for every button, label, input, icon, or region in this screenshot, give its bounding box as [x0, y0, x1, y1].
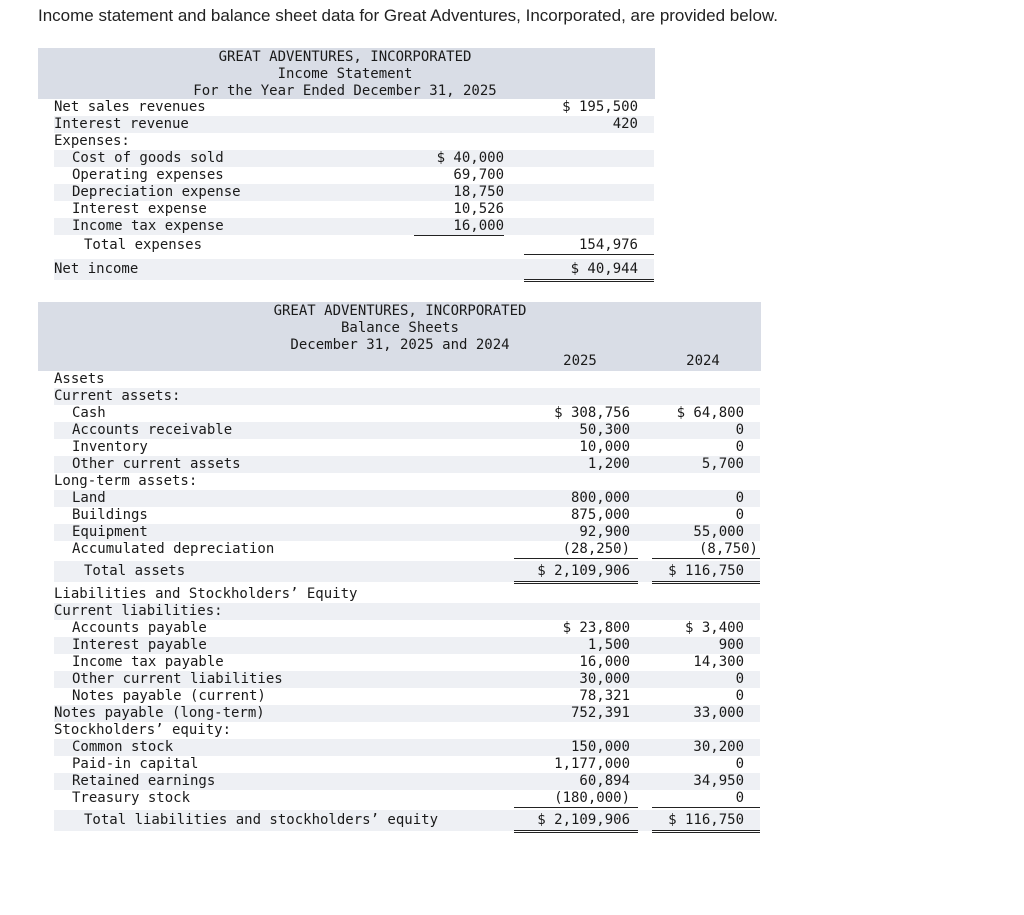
label: Other current assets: [72, 456, 241, 472]
value-2024: 14,300: [693, 654, 744, 670]
label: Current liabilities:: [54, 603, 223, 619]
label: Cost of goods sold: [72, 150, 224, 166]
value: 18,750: [453, 184, 504, 200]
value-2024: 900: [718, 637, 744, 653]
is-row-expense: [54, 218, 654, 235]
value-2025: 92,900: [579, 524, 630, 540]
is-row-expense: [54, 167, 654, 184]
bs-row-income-tax-payable: [54, 654, 760, 671]
bs-row-cash: [54, 405, 760, 422]
value-2025: 875,000: [570, 507, 630, 523]
is-period: For the Year Ended December 31, 2025: [193, 83, 497, 99]
value-2025: $ 308,756: [554, 405, 630, 421]
bs-row-accounts-receivable: [54, 422, 760, 439]
value-2025: (180,000): [514, 790, 638, 808]
label: Stockholders’ equity:: [54, 722, 232, 738]
value-2024: 0: [735, 671, 744, 687]
label: Expenses:: [54, 133, 130, 149]
value-2025: 16,000: [579, 654, 630, 670]
value-2025: $ 2,109,906: [514, 561, 638, 584]
value-2025: 1,200: [587, 456, 630, 472]
label: Long-term assets:: [54, 473, 198, 489]
value: 16,000: [414, 218, 504, 236]
label: Total assets: [84, 563, 186, 579]
value-2024: 0: [735, 439, 744, 455]
bs-row-inventory: [54, 439, 760, 456]
is-row-expense: [54, 184, 654, 201]
label: Interest revenue: [54, 116, 189, 132]
bs-row-notes-payable-current: [54, 688, 760, 705]
label: Interest payable: [72, 637, 207, 653]
value: $ 195,500: [562, 99, 638, 115]
value-2025: $ 2,109,906: [514, 810, 638, 833]
label: Accounts payable: [72, 620, 207, 636]
is-row-expenses-header: [54, 133, 654, 150]
value: $ 40,944: [524, 259, 654, 282]
bs-row-retained-earnings: [54, 773, 760, 790]
value-2025: 10,000: [579, 439, 630, 455]
label: Other current liabilities: [72, 671, 283, 687]
bs-row-accounts-payable: [54, 620, 760, 637]
label: Current assets:: [54, 388, 181, 404]
value-2025: 150,000: [570, 739, 630, 755]
intro-text: Income statement and balance sheet data for Great Adventures, Incorporated, are provided below.: [38, 6, 778, 25]
value-2025: $ 23,800: [562, 620, 630, 636]
bs-title: Balance Sheets: [340, 320, 459, 336]
value-2025: 1,177,000: [554, 756, 630, 772]
is-row-interest-revenue: [54, 116, 654, 133]
bs-year-2024: 2024: [686, 353, 720, 369]
value-2024: $ 64,800: [676, 405, 744, 421]
bs-row-heading: [54, 603, 760, 620]
bs-row-paid-in-capital: [54, 756, 760, 773]
value-2024: 0: [735, 688, 744, 704]
label: Assets: [54, 371, 105, 387]
value-2025: 752,391: [570, 705, 630, 721]
label: Notes payable (current): [72, 688, 266, 704]
bs-row-heading: [54, 388, 760, 405]
label: Total liabilities and stockholders’ equity: [84, 812, 439, 828]
value: $ 40,000: [436, 150, 504, 166]
is-row-expense: [54, 150, 654, 167]
bs-row-land: [54, 490, 760, 507]
bs-row-heading: [54, 586, 760, 603]
is-row-net-income: [54, 259, 654, 280]
label: Income tax payable: [72, 654, 224, 670]
label: Retained earnings: [72, 773, 216, 789]
label: Buildings: [72, 507, 148, 523]
value-2024: 0: [735, 507, 744, 523]
value: 10,526: [453, 201, 504, 217]
bs-row-total-assets: [54, 561, 760, 582]
bs-row-accumulated-depreciation: [54, 541, 760, 558]
bs-year-2025: 2025: [563, 353, 597, 369]
bs-row-other-current-liabilities: [54, 671, 760, 688]
value-2024: 30,200: [693, 739, 744, 755]
label: Equipment: [72, 524, 148, 540]
value-2024: 5,700: [701, 456, 744, 472]
value-2024: 0: [735, 422, 744, 438]
label: Treasury stock: [72, 790, 191, 806]
value-2024: $ 3,400: [684, 620, 744, 636]
label: Accumulated depreciation: [72, 541, 275, 557]
bs-row-heading: [54, 371, 760, 388]
value-2024: (8,750): [652, 541, 760, 559]
value-2024: 33,000: [693, 705, 744, 721]
value-2024: $ 116,750: [652, 810, 760, 833]
label: Inventory: [72, 439, 148, 455]
label: Total expenses: [84, 237, 203, 253]
is-company: GREAT ADVENTURES, INCORPORATED: [218, 49, 472, 65]
value-2024: $ 116,750: [652, 561, 760, 584]
value-2025: (28,250): [514, 541, 638, 559]
value: 69,700: [453, 167, 504, 183]
value-2024: 0: [735, 756, 744, 772]
is-row-net-sales: [54, 99, 654, 116]
bs-row-interest-payable: [54, 637, 760, 654]
label: Net income: [54, 261, 139, 277]
label: Land: [72, 490, 106, 506]
label: Liabilities and Stockholders’ Equity: [54, 586, 358, 602]
label: Net sales revenues: [54, 99, 206, 115]
label: Cash: [72, 405, 106, 421]
value: 154,976: [524, 237, 654, 255]
is-title: Income Statement: [277, 66, 413, 82]
value-2025: 800,000: [570, 490, 630, 506]
label: Notes payable (long-term): [54, 705, 265, 721]
bs-row-buildings: [54, 507, 760, 524]
value-2025: 60,894: [579, 773, 630, 789]
is-row-expense: [54, 201, 654, 218]
label: Interest expense: [72, 201, 207, 217]
label: Common stock: [72, 739, 174, 755]
value-2024: 34,950: [693, 773, 744, 789]
bs-row-heading: [54, 722, 760, 739]
value-2025: 1,500: [587, 637, 630, 653]
bs-company: GREAT ADVENTURES, INCORPORATED: [273, 303, 527, 319]
label: Paid-in capital: [72, 756, 199, 772]
value-2024: 0: [735, 490, 744, 506]
bs-row-equipment: [54, 524, 760, 541]
label: Accounts receivable: [72, 422, 233, 438]
value-2024: 55,000: [693, 524, 744, 540]
bs-row-common-stock: [54, 739, 760, 756]
value: 420: [612, 116, 638, 132]
label: Depreciation expense: [72, 184, 241, 200]
value-2025: 78,321: [579, 688, 630, 704]
value-2025: 30,000: [579, 671, 630, 687]
is-row-total-expenses: [54, 237, 654, 254]
label: Operating expenses: [72, 167, 224, 183]
bs-row-notes-payable-long-term: [54, 705, 760, 722]
label: Income tax expense: [72, 218, 224, 234]
bs-period: December 31, 2025 and 2024: [290, 337, 510, 353]
bs-row-heading: [54, 473, 760, 490]
value-2024: 0: [652, 790, 760, 808]
bs-row-other-current-assets: [54, 456, 760, 473]
value-2025: 50,300: [579, 422, 630, 438]
bs-row-treasury-stock: [54, 790, 760, 807]
bs-row-total-liabilities-equity: [54, 810, 760, 831]
